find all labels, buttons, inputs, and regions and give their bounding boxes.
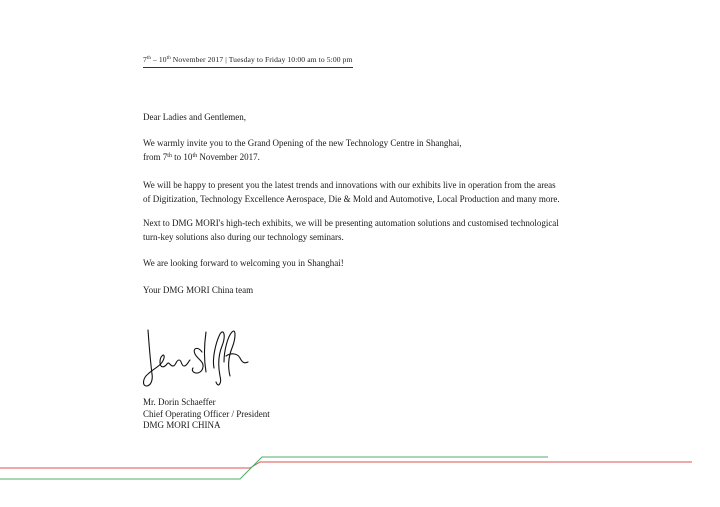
invite-to: to 10: [171, 151, 193, 162]
invite-paragraph: [143, 137, 462, 164]
signer-title: Chief Operating Officer / President: [143, 408, 270, 419]
present-paragraph: [143, 179, 560, 206]
closing-line: We are looking forward to welcoming you in Shanghai!: [143, 258, 344, 268]
date-start-suffix: th: [146, 56, 151, 61]
present-line-2: of Digitization, Technology Excellence Aerospace, Die & Mold and Automotive, Local Production and many more.: [143, 193, 560, 204]
invite-from: from 7: [143, 151, 168, 162]
exhibits-line-1: Next to DMG MORI's high-tech exhibits, we will be presenting automation solutions and customised technological: [143, 218, 559, 228]
handwritten-signature: [140, 322, 250, 390]
signer-company: DMG MORI CHINA: [143, 420, 221, 430]
invite-to-suffix: th: [192, 152, 198, 159]
team-signoff: Your DMG MORI China team: [143, 285, 254, 295]
invite-end: November 2017.: [197, 151, 260, 162]
invite-line-2: [143, 151, 462, 165]
invite-from-suffix: th: [167, 152, 172, 159]
exhibits-line-2: turn-key solutions also during our technology seminars.: [143, 231, 344, 242]
present-line-1: We will be happy to present you the latest trends and innovations with our exhibits live in operation from the areas: [143, 180, 556, 190]
exhibits-paragraph: [143, 217, 559, 244]
date-start-day: 7: [143, 55, 147, 64]
invite-line-1: We warmly invite you to the Grand Opening of the new Technology Centre in Shanghai,: [143, 138, 462, 148]
footer-decorative-lines: [0, 455, 720, 485]
date-end-suffix: th: [166, 56, 171, 61]
date-end-day: 10: [158, 55, 167, 64]
signer-name: Mr. Dorin Schaeffer: [143, 397, 216, 407]
signer-block: [143, 397, 270, 432]
footer-red-line: [0, 462, 692, 468]
date-separator: –: [151, 55, 159, 64]
date-details: November 2017 | Tuesday to Friday 10:00 am to 5:00 pm: [170, 55, 353, 64]
event-date-line: [143, 55, 353, 68]
salutation: Dear Ladies and Gentlemen,: [143, 112, 246, 122]
